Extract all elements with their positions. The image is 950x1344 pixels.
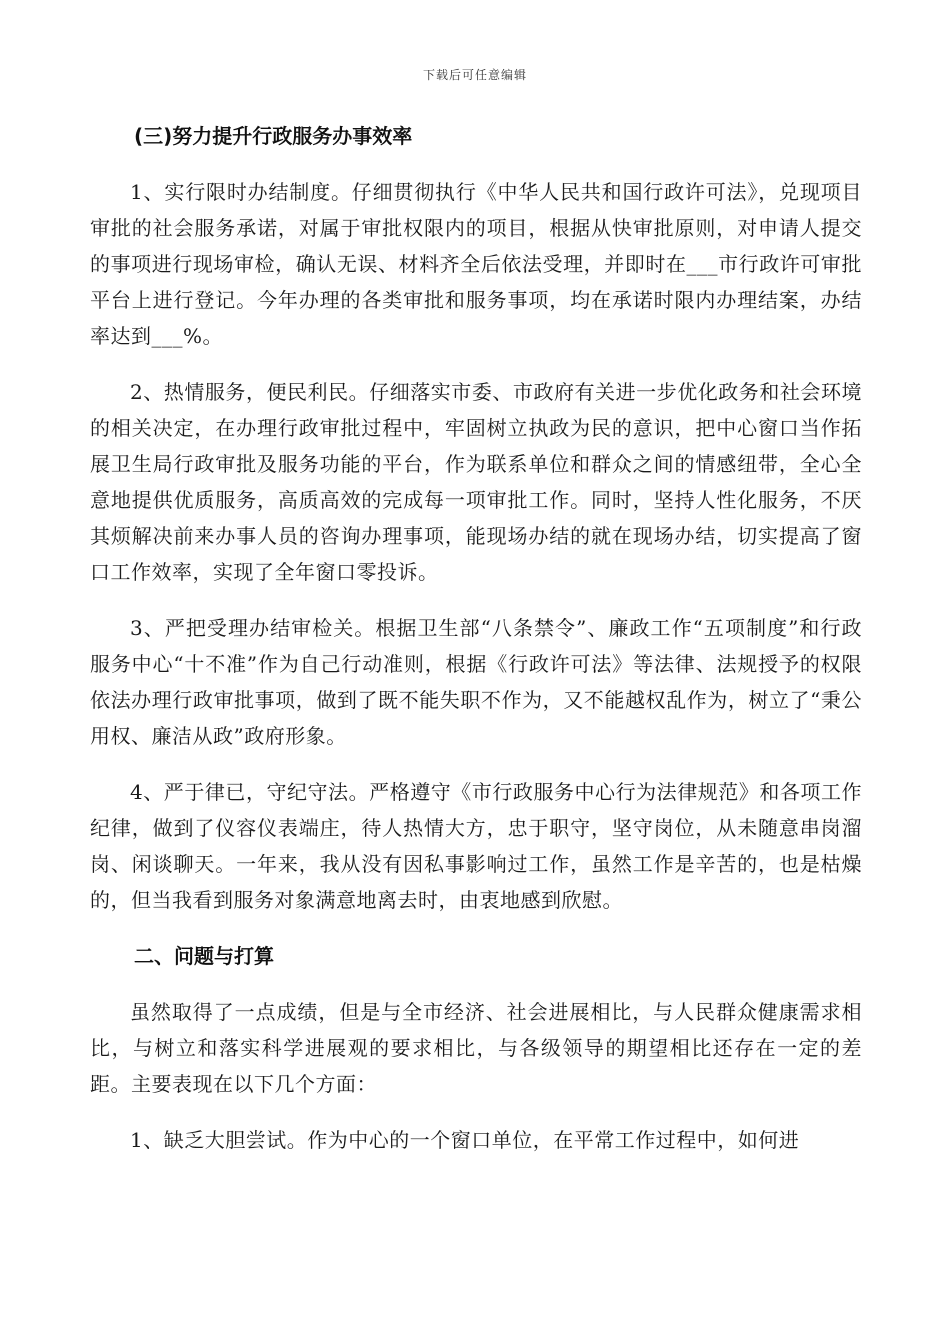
paragraph-review: 3、严把受理办结审检关。根据卫生部“八条禁令”、廉政工作“五项制度”和行政服务中心“十不准”作为自己行动准则，根据《行政许可法》等法律、法规授予的权限依法办理行政审批事项，做到了既不能失职不作为，又不能越权乱作为，树立了“秉公用权、廉洁从政”政府形象。 (90, 616, 862, 748)
paragraph-service: 2、热情服务，便民利民。仔细落实市委、市政府有关进一步优化政务和社会环境的相关决定，在办理行政审批过程中，牢固树立执政为民的意识，把中心窗口当作拓展卫生局行政审批及服务功能的平台，作为联系单位和群众之间的情感纽带，全心全意地提供优质服务，高质高效的完成每一项审批工作。同时，坚持人性化服务，不厌其烦解决前来办事人员的咨询办理事项，能现场办结的就在现场办结，切实提高了窗口工作效率，实现了全年窗口零投诉。 (90, 380, 862, 584)
paragraph-gaps: 虽然取得了一点成绩，但是与全市经济、社会进展相比，与人民群众健康需求相比，与树立和落实科学进展观的要求相比，与各级领导的期望相比还存在一定的差距。主要表现在以下几个方面： (90, 1000, 862, 1096)
paragraph-lack-trial: 1、缺乏大胆尝试。作为中心的一个窗口单位，在平常工作过程中，如何进 (130, 1128, 800, 1152)
page-header-note: 下载后可任意编辑 (422, 68, 527, 82)
paragraph-discipline: 4、严于律已，守纪守法。严格遵守《市行政服务中心行为法律规范》和各项工作纪律，做到了仪容仪表端庄，待人热情大方，忠于职守，坚守岗位，从未随意串岗溜岗、闲谈聊天。一年来，我从没有因私事影响过工作，虽然工作是辛苦的，也是枯燥的，但当我看到服务对象满意地离去时，由衷地感到欣慰。 (90, 780, 862, 912)
section-heading-efficiency: (三)努力提升行政服务办事效率 (134, 124, 413, 148)
document-body (90, 118, 862, 1178)
paragraph-time-limit: 1、实行限时办结制度。仔细贯彻执行《中华人民共和国行政许可法》，兑现项目审批的社会服务承诺，对属于审批权限内的项目，根据从快审批原则，对申请人提交的事项进行现场审检，确认无误、材料齐全后依法受理，并即时在___市行政许可审批平台上进行登记。今年办理的各类审批和服务事项，均在承诺时限内办理结案，办结率达到___%。 (90, 180, 862, 348)
section-heading-problems: 二、问题与打算 (134, 944, 274, 968)
